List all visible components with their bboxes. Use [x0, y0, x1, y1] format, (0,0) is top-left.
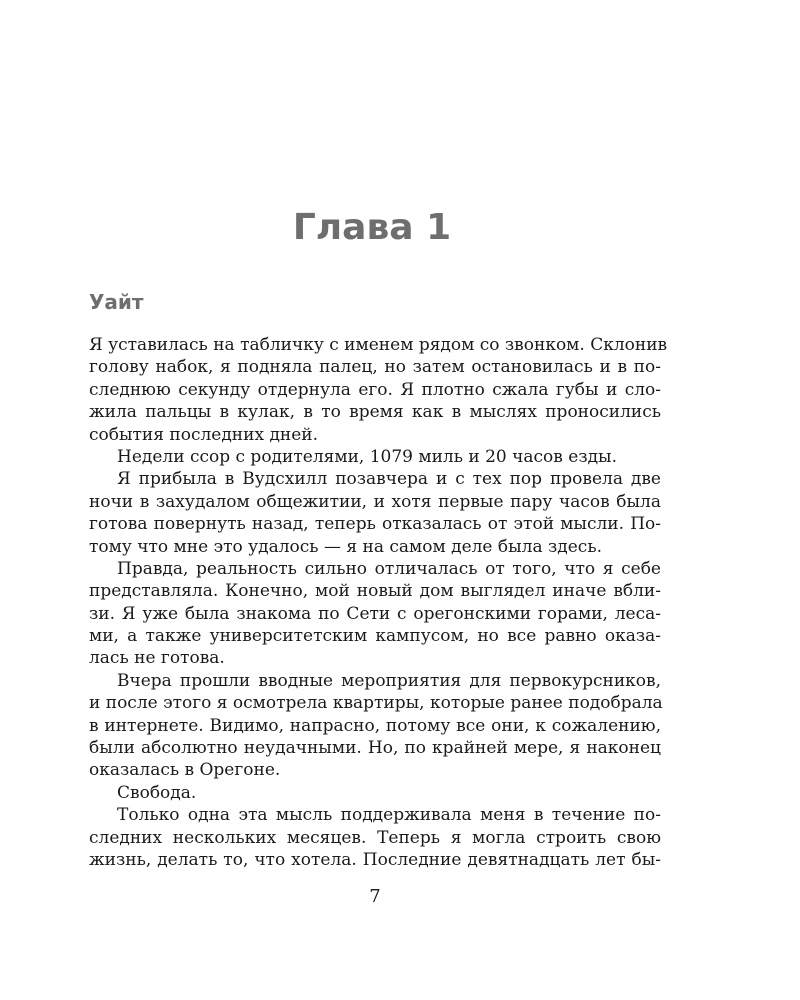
text-line: лась не готова.: [89, 648, 225, 669]
text-line: ночи в захудалом общежитии, и хотя первые пару часов была: [89, 491, 661, 512]
text-line: следнюю секунду отдернула его. Я плотно сжала губы и сло-: [89, 379, 661, 400]
text-line: Правда, реальность сильно отличалась от того, что я себе: [117, 558, 661, 579]
text-line: готова повернуть назад, теперь отказалась от этой мысли. По-: [89, 514, 661, 535]
pov-heading: Уайт: [89, 290, 144, 314]
text-line: Свобода.: [117, 782, 197, 803]
text-line: в интернете. Видимо, напрасно, потому все они, к сожалению,: [89, 715, 661, 736]
text-line: тому что мне это удалось — я на самом деле была здесь.: [89, 536, 602, 557]
text-line: события последних дней.: [89, 424, 319, 445]
text-line: ми, а также университетским кампусом, но все равно оказа-: [89, 626, 661, 647]
text-line: были абсолютно неудачными. Но, по крайней мере, я наконец: [89, 738, 661, 759]
text-line: и после этого я осмотрела квартиры, которые ранее подобрала: [89, 693, 663, 714]
text-line: представляла. Конечно, мой новый дом выглядел иначе вбли-: [89, 581, 661, 602]
text-line: Я прибыла в Вудсхилл позавчера и с тех пор провела две: [117, 469, 661, 490]
text-line: зи. Я уже была знакома по Сети с орегонскими горами, леса-: [89, 603, 661, 624]
text-line: жила пальцы в кулак, в то время как в мыслях проносились: [89, 402, 661, 423]
text-line: следних нескольких месяцев. Теперь я могла строить свою: [89, 827, 661, 848]
text-line: Я уставилась на табличку с именем рядом со звонком. Склонив: [89, 335, 668, 355]
text-line: Вчера прошли вводные мероприятия для первокурсников,: [117, 670, 661, 691]
chapter-body: [89, 334, 668, 871]
text-line: Только одна эта мысль поддерживала меня в течение по-: [117, 805, 661, 826]
text-line: оказалась в Орегоне.: [89, 760, 281, 781]
text-line: голову набок, я подняла палец, но затем остановилась и в по-: [89, 357, 661, 378]
text-line: жизнь, делать то, что хотела. Последние девятнадцать лет бы-: [89, 849, 661, 870]
chapter-title: Глава 1: [292, 207, 452, 248]
page-number: 7: [369, 886, 381, 907]
text-line: Недели ссор с родителями, 1079 миль и 20 часов езды.: [117, 446, 617, 467]
